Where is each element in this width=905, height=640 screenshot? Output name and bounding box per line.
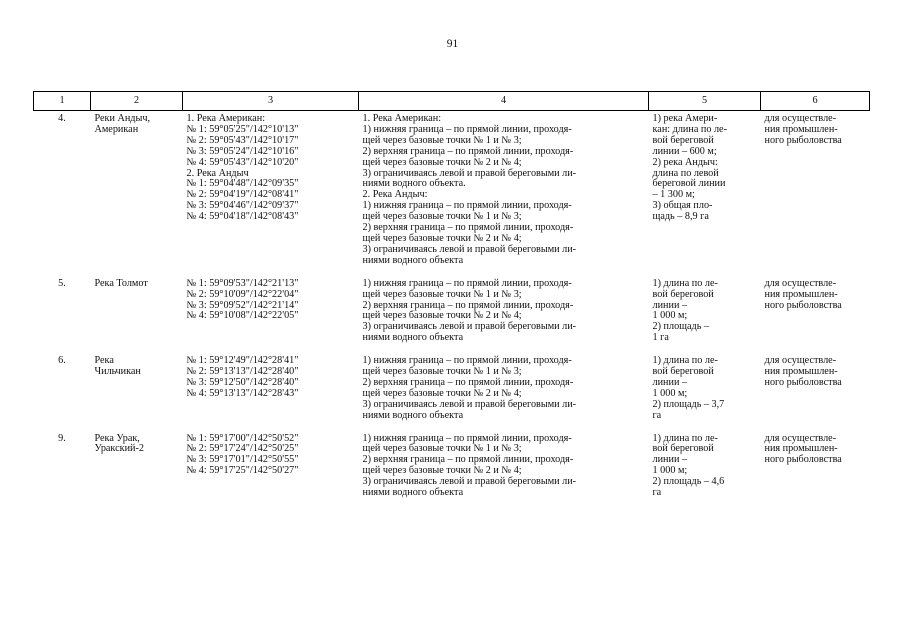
cell-purpose (761, 344, 870, 421)
text-line: береговой линии (652, 178, 726, 190)
cell-boundaries (359, 267, 649, 344)
text-line: для осуществле- (764, 432, 837, 444)
text-line: 1) нижняя граница – по прямой линии, проходя- (362, 355, 572, 367)
text-line: 2) верхняя граница – по прямой линии, проходя- (362, 454, 574, 466)
text-line: щадь – 8,9 га (652, 211, 709, 223)
text-line: га (652, 487, 662, 499)
text-line: для осуществле- (764, 277, 837, 289)
text-line: ния промышлен- (764, 288, 838, 300)
text-line: 3) ограничиваясь левой и правой береговыми ли- (362, 476, 577, 488)
text-line: № 2: 59°10'09"/142°22'04" (186, 288, 299, 300)
cell-size (649, 111, 761, 267)
text-line: 2. Река Андыч (186, 167, 249, 179)
table-row (34, 267, 870, 344)
text-line: линии – 600 м; (652, 145, 717, 157)
column-header: 3 (183, 92, 359, 111)
table-row (34, 111, 870, 267)
cell-name (91, 422, 183, 499)
text-line: № 1: 59°04'48"/142°09'35" (186, 178, 299, 190)
cell-coordinates (183, 344, 359, 421)
text-line: ниями водного объекта (362, 487, 464, 499)
text-line: щей через базовые точки № 2 и № 4; (362, 465, 522, 477)
text-line: вой береговой (652, 366, 714, 378)
page-number: 91 (446, 38, 459, 50)
cell-number: 4. (58, 113, 66, 124)
cell-boundaries (359, 111, 649, 267)
text-line: ного рыболовства (764, 299, 842, 311)
text-line: вой береговой (652, 443, 714, 455)
text-line: Река Урак, (94, 432, 140, 444)
text-line: Река Толмот (94, 277, 148, 289)
text-line: Река (94, 355, 114, 367)
text-line: ния промышлен- (764, 366, 838, 378)
cell-coordinates (183, 422, 359, 499)
table-row (34, 344, 870, 421)
text-line: Уракский-2 (94, 443, 144, 455)
text-line: га (652, 409, 662, 421)
text-line: 2) верхняя граница – по прямой линии, проходя- (362, 376, 574, 388)
text-line: № 2: 59°13'13"/142°28'40" (186, 366, 299, 378)
text-line: 3) общая пло- (652, 200, 713, 212)
text-line: № 2: 59°05'43"/142°10'17" (186, 134, 299, 146)
text-line: № 3: 59°17'01"/142°50'55" (186, 454, 299, 466)
text-line: № 4: 59°10'08"/142°22'05" (186, 310, 299, 322)
cell-size (649, 267, 761, 344)
text-line: № 4: 59°13'13"/142°28'43" (186, 387, 299, 399)
text-line: 1) нижняя граница – по прямой линии, проходя- (362, 123, 572, 135)
text-line: 2) площадь – 3,7 (652, 398, 725, 410)
text-line: щей через базовые точки № 2 и № 4; (362, 232, 522, 244)
text-line: щей через базовые точки № 1 и № 3; (362, 443, 522, 455)
cell-coordinates (183, 267, 359, 344)
text-line: № 3: 59°09'52"/142°21'14" (186, 299, 299, 311)
column-header: 6 (761, 92, 870, 111)
text-line: – 1 300 м; (652, 189, 695, 201)
text-line: 2) площадь – (652, 321, 709, 333)
cell-boundaries (359, 422, 649, 499)
text-line: Чильчикан (94, 366, 141, 378)
cell-name (91, 111, 183, 267)
text-line: № 2: 59°17'24"/142°50'25" (186, 443, 299, 455)
text-line: 2) река Андыч: (652, 156, 718, 168)
text-line: щей через базовые точки № 1 и № 3; (362, 366, 522, 378)
text-line: щей через базовые точки № 1 и № 3; (362, 211, 522, 223)
text-line: Американ (94, 123, 139, 135)
text-line: для осуществле- (764, 355, 837, 367)
cell-name (91, 267, 183, 344)
text-line: длина по левой (652, 167, 719, 179)
text-line: Реки Андыч, (94, 113, 151, 124)
text-line: № 1: 59°09'53"/142°21'13" (186, 277, 299, 289)
text-line: 1. Река Американ: (362, 113, 442, 124)
text-line: вой береговой (652, 134, 714, 146)
cell-number: 6. (58, 355, 66, 367)
cell-purpose (761, 111, 870, 267)
text-line: 1) река Амери- (652, 113, 718, 124)
text-line: ниями водного объекта (362, 332, 464, 344)
text-line: 1) длина по ле- (652, 355, 718, 367)
text-line: 3) ограничиваясь левой и правой береговыми ли- (362, 243, 577, 255)
text-line: 3) ограничиваясь левой и правой береговыми ли- (362, 321, 577, 333)
text-line: № 1: 59°12'49"/142°28'41" (186, 355, 299, 367)
text-line: 1) нижняя граница – по прямой линии, проходя- (362, 432, 572, 444)
text-line: линии – (652, 454, 688, 466)
text-line: № 3: 59°12'50"/142°28'40" (186, 376, 299, 388)
column-header: 1 (34, 92, 91, 111)
text-line: 1 га (652, 332, 669, 344)
text-line: ного рыболовства (764, 454, 842, 466)
text-line: линии – (652, 299, 688, 311)
text-line: № 1: 59°05'25"/142°10'13" (186, 123, 299, 135)
text-line: линии – (652, 376, 688, 388)
text-line: ниями водного объекта (362, 409, 464, 421)
text-line: 2. Река Андыч: (362, 189, 428, 201)
text-line: № 3: 59°05'24"/142°10'16" (186, 145, 299, 157)
cell-size (649, 344, 761, 421)
text-line: 1) длина по ле- (652, 277, 718, 289)
text-line: № 1: 59°17'00"/142°50'52" (186, 432, 299, 444)
text-line: 1) нижняя граница – по прямой линии, проходя- (362, 277, 572, 289)
text-line: для осуществле- (764, 113, 837, 124)
text-line: 1) длина по ле- (652, 432, 718, 444)
text-line: 1. Река Американ: (186, 113, 266, 124)
text-line: 1) нижняя граница – по прямой линии, проходя- (362, 200, 572, 212)
text-line: щей через базовые точки № 2 и № 4; (362, 387, 522, 399)
text-line: 2) верхняя граница – по прямой линии, проходя- (362, 145, 574, 157)
cell-purpose (761, 422, 870, 499)
text-line: 1 000 м; (652, 387, 688, 399)
cell-number: 9. (58, 432, 66, 444)
text-line: ного рыболовства (764, 376, 842, 388)
text-line: щей через базовые точки № 1 и № 3; (362, 288, 522, 300)
text-line: № 4: 59°05'43"/142°10'20" (186, 156, 299, 168)
text-line: щей через базовые точки № 2 и № 4; (362, 310, 522, 322)
cell-purpose (761, 267, 870, 344)
cell-coordinates (183, 111, 359, 267)
text-line: ния промышлен- (764, 443, 838, 455)
cell-name (91, 344, 183, 421)
cell-number: 5. (58, 277, 66, 289)
text-line: № 4: 59°17'25"/142°50'27" (186, 465, 299, 477)
column-header: 4 (359, 92, 649, 111)
column-header: 2 (91, 92, 183, 111)
text-line: ниями водного объекта (362, 254, 464, 266)
text-line: 3) ограничиваясь левой и правой береговыми ли- (362, 167, 577, 179)
text-line: № 3: 59°04'46"/142°09'37" (186, 200, 299, 212)
text-line: 1 000 м; (652, 465, 688, 477)
text-line: 2) площадь – 4,6 (652, 476, 725, 488)
fishing-sites-table (33, 91, 870, 499)
table-row (34, 422, 870, 499)
cell-size (649, 422, 761, 499)
text-line: ниями водного объекта. (362, 178, 466, 190)
text-line: 2) верхняя граница – по прямой линии, проходя- (362, 299, 574, 311)
cell-boundaries (359, 344, 649, 421)
text-line: щей через базовые точки № 2 и № 4; (362, 156, 522, 168)
text-line: № 4: 59°04'18"/142°08'43" (186, 211, 299, 223)
text-line: щей через базовые точки № 1 и № 3; (362, 134, 522, 146)
text-line: 1 000 м; (652, 310, 688, 322)
text-line: кан: длина по ле- (652, 123, 727, 135)
text-line: № 2: 59°04'19"/142°08'41" (186, 189, 299, 201)
header-row (34, 92, 870, 111)
text-line: 2) верхняя граница – по прямой линии, проходя- (362, 222, 574, 234)
column-header: 5 (649, 92, 761, 111)
text-line: ного рыболовства (764, 134, 842, 146)
text-line: ния промышлен- (764, 123, 838, 135)
text-line: 3) ограничиваясь левой и правой береговыми ли- (362, 398, 577, 410)
text-line: вой береговой (652, 288, 714, 300)
